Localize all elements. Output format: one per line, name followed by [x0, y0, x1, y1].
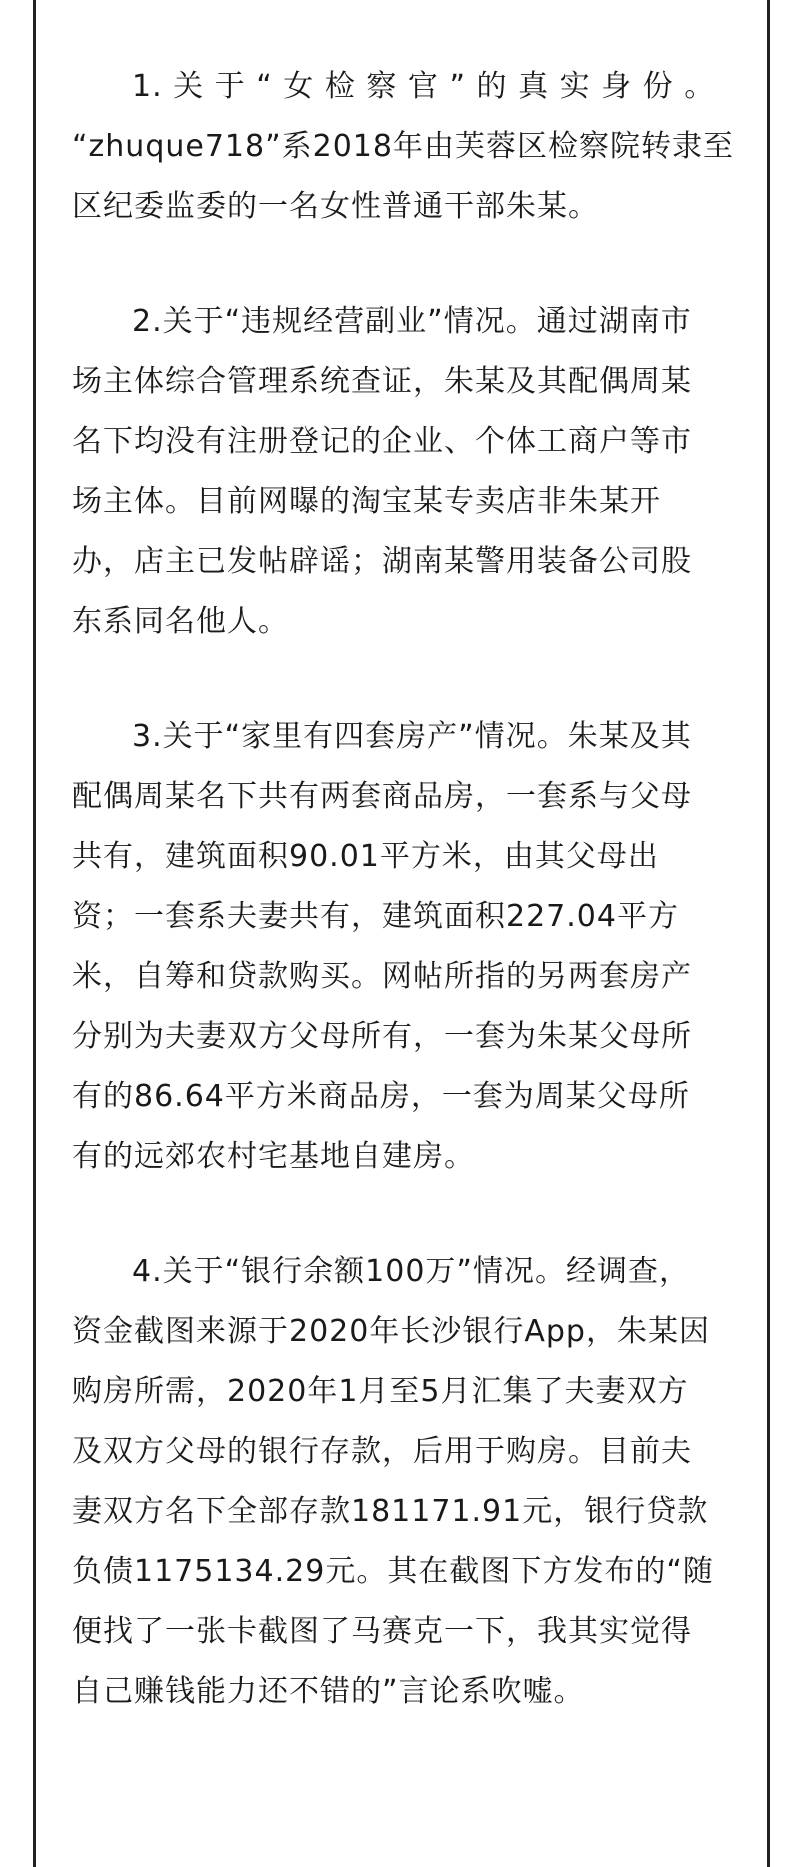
text-line: 办，店主已发帖辟谣；湖南某警用装备公司股	[72, 544, 692, 579]
text-line: 区纪委监委的一名女性普通干部朱某。	[72, 189, 599, 224]
text-line: 3.关于“家里有四套房产”情况。朱某及其	[132, 719, 692, 754]
text-line: 1. 关 于 “ 女 检 察 官 ” 的 真 实 身 份 。	[132, 69, 716, 104]
right-border-line	[767, 0, 770, 1867]
text-line: “zhuque718”系2018年由芙蓉区检察院转隶至	[72, 129, 734, 164]
paragraph-property	[72, 707, 732, 1187]
text-line: 有的远郊农村宅基地自建房。	[72, 1139, 475, 1174]
text-line: 资金截图来源于2020年长沙银行App，朱某因	[72, 1314, 710, 1349]
text-line: 场主体综合管理系统查证，朱某及其配偶周某	[72, 364, 692, 399]
text-line: 2.关于“违规经营副业”情况。通过湖南市	[132, 304, 692, 339]
text-line: 负债1175134.29元。其在截图下方发布的“随	[72, 1554, 714, 1589]
text-line: 妻双方名下全部存款181171.91元，银行贷款	[72, 1494, 709, 1529]
text-line: 东系同名他人。	[72, 604, 289, 639]
text-line: 有的86.64平方米商品房，一套为周某父母所	[72, 1079, 690, 1114]
text-line: 共有，建筑面积90.01平方米，由其父母出	[72, 839, 659, 874]
text-line: 便找了一张卡截图了马赛克一下，我其实觉得	[72, 1614, 692, 1649]
paragraph-identity	[72, 57, 732, 237]
article-body	[72, 57, 732, 1722]
text-line: 及双方父母的银行存款，后用于购房。目前夫	[72, 1434, 692, 1469]
text-line: 配偶周某名下共有两套商品房，一套系与父母	[72, 779, 692, 814]
text-line: 资；一套系夫妻共有，建筑面积227.04平方	[72, 899, 679, 934]
text-line: 分别为夫妻双方父母所有，一套为朱某父母所	[72, 1019, 692, 1054]
text-line: 名下均没有注册登记的企业、个体工商户等市	[72, 424, 692, 459]
text-line: 购房所需，2020年1月至5月汇集了夫妻双方	[72, 1374, 689, 1409]
text-line: 自己赚钱能力还不错的”言论系吹嘘。	[72, 1674, 585, 1709]
paragraph-side-business	[72, 292, 732, 652]
text-line: 场主体。目前网曝的淘宝某专卖店非朱某开	[72, 484, 661, 519]
left-border-line	[33, 0, 36, 1867]
text-line: 4.关于“银行余额100万”情况。经调查，	[132, 1254, 690, 1289]
paragraph-bank-balance	[72, 1242, 732, 1722]
text-line: 米，自筹和贷款购买。网帖所指的另两套房产	[72, 959, 692, 994]
